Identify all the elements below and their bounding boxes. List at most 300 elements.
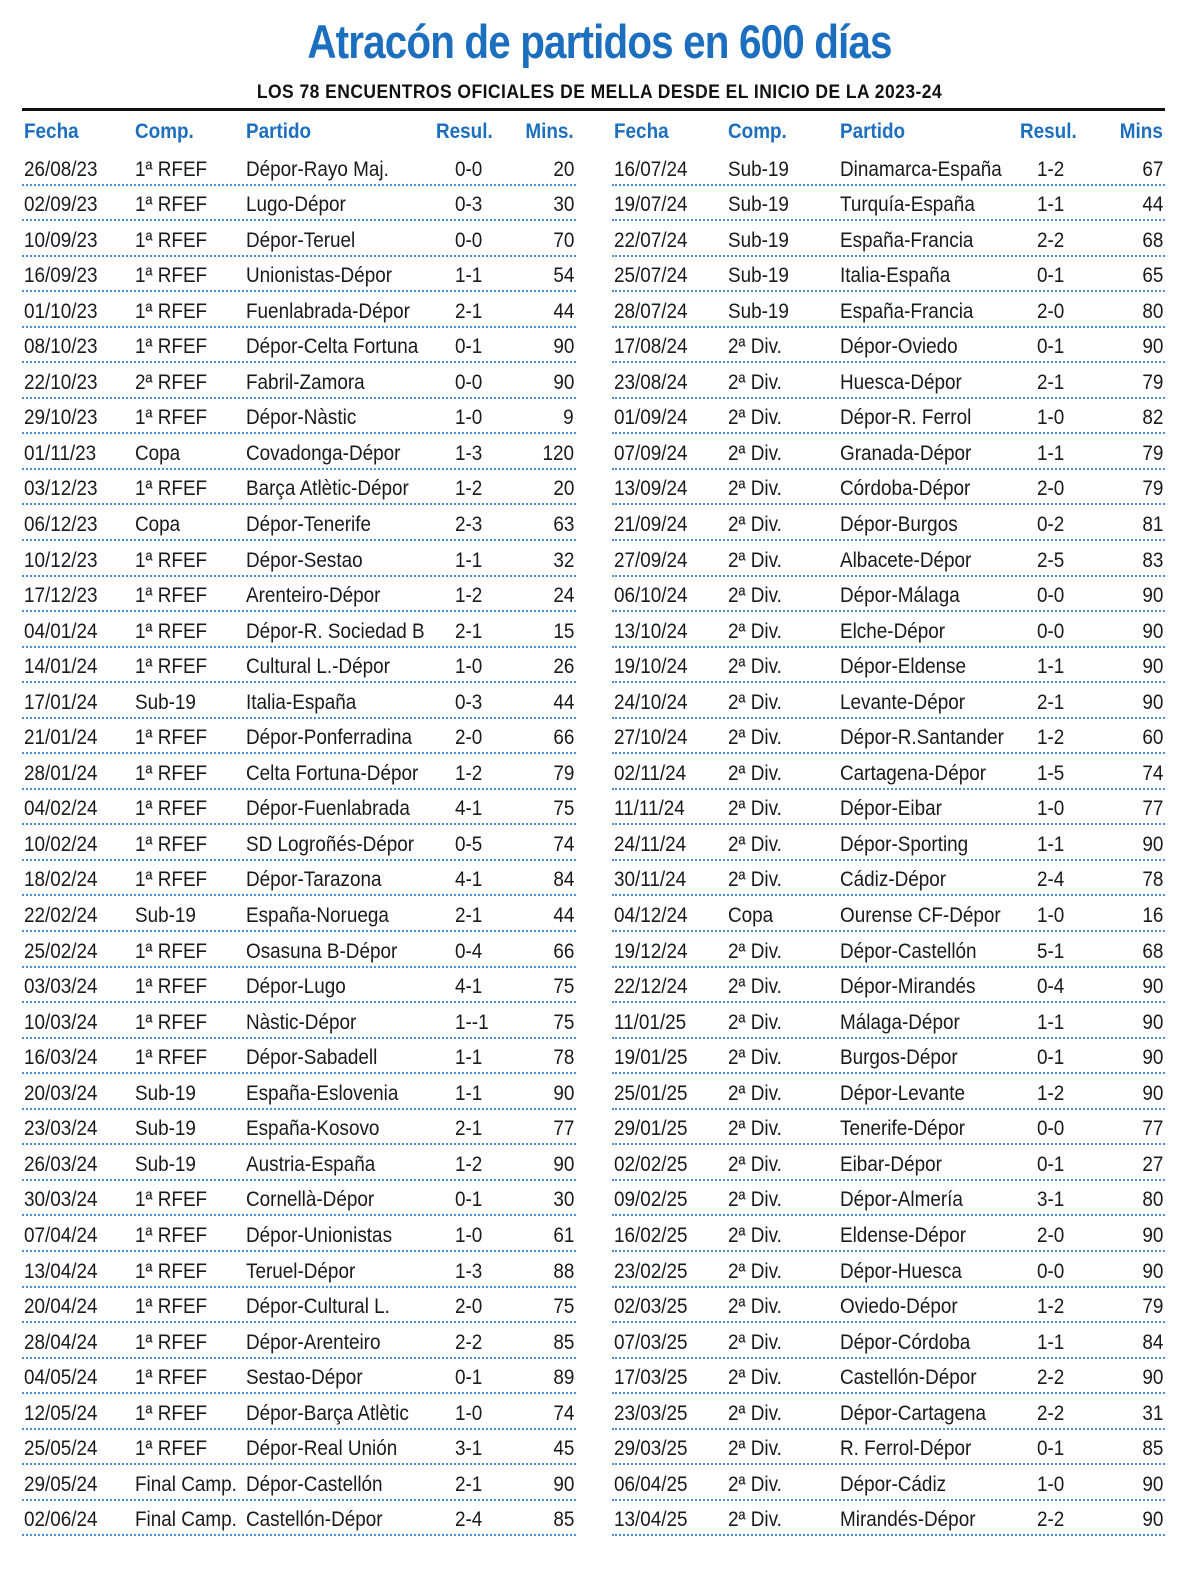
table-row bbox=[22, 470, 576, 506]
cell-resul: 1-2 bbox=[1037, 157, 1065, 181]
cell-fecha: 02/11/24 bbox=[614, 761, 687, 785]
cell-partido: Covadonga-Dépor bbox=[246, 441, 401, 465]
cell-fecha: 04/01/24 bbox=[24, 619, 98, 643]
cell-comp: 2ª Div. bbox=[728, 370, 782, 394]
cell-partido: Dépor-Rayo Maj. bbox=[246, 157, 389, 181]
cell-mins: 68 bbox=[1141, 939, 1163, 963]
cell-partido: Dépor-Lugo bbox=[246, 975, 346, 999]
table-row bbox=[612, 1359, 1165, 1395]
cell-mins: 27 bbox=[1141, 1152, 1163, 1176]
cell-fecha: 09/02/25 bbox=[614, 1188, 688, 1212]
cell-partido: Turquía-España bbox=[840, 193, 975, 217]
cell-mins: 82 bbox=[1141, 406, 1163, 430]
cell-mins: 30 bbox=[552, 193, 574, 217]
cell-fecha: 29/01/25 bbox=[614, 1117, 688, 1141]
cell-resul: 2-0 bbox=[455, 1295, 483, 1319]
cell-fecha: 28/04/24 bbox=[24, 1330, 98, 1354]
cell-partido: Dépor-Arenteiro bbox=[246, 1330, 381, 1354]
cell-resul: 0-5 bbox=[455, 832, 483, 856]
cell-comp: 1ª RFEF bbox=[135, 761, 208, 785]
cell-partido: Arenteiro-Dépor bbox=[246, 584, 381, 608]
cell-mins: 90 bbox=[552, 335, 574, 359]
cell-mins: 79 bbox=[1141, 441, 1163, 465]
cell-comp: 2ª Div. bbox=[728, 335, 782, 359]
cell-partido: Celta Fortuna-Dépor bbox=[246, 761, 419, 785]
cell-fecha: 01/11/23 bbox=[24, 441, 97, 465]
cell-partido: Dépor-Eibar bbox=[840, 797, 942, 821]
cell-partido: Osasuna B-Dépor bbox=[246, 939, 398, 963]
cell-mins: 61 bbox=[552, 1223, 574, 1247]
cell-comp: 1ª RFEF bbox=[135, 228, 208, 252]
cell-fecha: 07/09/24 bbox=[614, 441, 688, 465]
cell-partido: Dépor-R. Ferrol bbox=[840, 406, 972, 430]
cell-fecha: 19/01/25 bbox=[614, 1046, 688, 1070]
cell-comp: 2ª Div. bbox=[728, 1152, 782, 1176]
table-header bbox=[22, 112, 576, 150]
table-row bbox=[612, 1216, 1165, 1252]
table-row bbox=[22, 399, 576, 435]
cell-comp: 2ª Div. bbox=[728, 868, 782, 892]
cell-comp: 2ª Div. bbox=[728, 619, 782, 643]
cell-fecha: 27/10/24 bbox=[614, 726, 688, 750]
cell-comp: 2ª Div. bbox=[728, 513, 782, 537]
matches-table-left bbox=[22, 112, 576, 1536]
cell-partido: Dépor-Real Unión bbox=[246, 1437, 398, 1461]
cell-mins: 75 bbox=[552, 1295, 574, 1319]
cell-resul: 5-1 bbox=[1037, 939, 1065, 963]
cell-resul: 1-1 bbox=[1037, 655, 1065, 679]
cell-mins: 74 bbox=[552, 832, 574, 856]
table-row bbox=[612, 328, 1165, 364]
cell-fecha: 24/10/24 bbox=[614, 690, 688, 714]
table-row bbox=[22, 1074, 576, 1110]
table-body bbox=[612, 150, 1165, 1536]
table-row bbox=[22, 328, 576, 364]
cell-partido: Tenerife-Dépor bbox=[840, 1117, 966, 1141]
cell-comp: 1ª RFEF bbox=[135, 1366, 208, 1390]
cell-comp: Sub-19 bbox=[728, 157, 789, 181]
cell-partido: Levante-Dépor bbox=[840, 690, 966, 714]
cell-comp: 1ª RFEF bbox=[135, 1046, 208, 1070]
cell-resul: 2-1 bbox=[1037, 690, 1065, 714]
cell-comp: 2ª Div. bbox=[728, 1188, 782, 1212]
cell-comp: Copa bbox=[135, 441, 181, 465]
cell-fecha: 26/08/23 bbox=[24, 157, 98, 181]
cell-mins: 88 bbox=[552, 1259, 574, 1283]
cell-mins: 79 bbox=[1141, 370, 1163, 394]
cell-partido: Sestao-Dépor bbox=[246, 1366, 363, 1390]
cell-comp: Copa bbox=[728, 904, 774, 928]
cell-fecha: 12/05/24 bbox=[24, 1401, 98, 1425]
cell-comp: 2ª Div. bbox=[728, 726, 782, 750]
cell-partido: España-Eslovenia bbox=[246, 1081, 399, 1105]
cell-mins: 90 bbox=[1141, 655, 1163, 679]
cell-resul: 2-0 bbox=[1037, 1223, 1065, 1247]
cell-resul: 0-0 bbox=[1037, 1259, 1065, 1283]
cell-fecha: 29/03/25 bbox=[614, 1437, 688, 1461]
table-row bbox=[22, 1288, 576, 1324]
cell-mins: 90 bbox=[552, 1472, 574, 1496]
page-subtitle: LOS 78 ENCUENTROS OFICIALES DE MELLA DESDE EL INICIO DE LA 2023-24 bbox=[256, 82, 943, 103]
cell-partido: Dépor-Sestao bbox=[246, 548, 363, 572]
cell-resul: 0-1 bbox=[1037, 335, 1065, 359]
cell-mins: 65 bbox=[1141, 264, 1163, 288]
header-comp: Comp. bbox=[728, 120, 787, 143]
cell-comp: 2ª Div. bbox=[728, 1437, 782, 1461]
table-row bbox=[612, 399, 1165, 435]
cell-partido: Barça Atlètic-Dépor bbox=[246, 477, 409, 501]
cell-comp: 2ª Div. bbox=[728, 584, 782, 608]
cell-mins: 66 bbox=[552, 939, 574, 963]
table-row bbox=[22, 257, 576, 293]
cell-comp: Sub-19 bbox=[135, 1152, 196, 1176]
cell-partido: Dépor-Córdoba bbox=[840, 1330, 971, 1354]
cell-resul: 0-0 bbox=[1037, 584, 1065, 608]
cell-partido: Fabril-Zamora bbox=[246, 370, 365, 394]
cell-mins: 81 bbox=[1141, 513, 1163, 537]
cell-fecha: 19/12/24 bbox=[614, 939, 688, 963]
table-row bbox=[22, 1110, 576, 1146]
cell-comp: 1ª RFEF bbox=[135, 264, 208, 288]
cell-fecha: 06/10/24 bbox=[614, 584, 688, 608]
cell-partido: España-Kosovo bbox=[246, 1117, 380, 1141]
cell-fecha: 19/07/24 bbox=[614, 193, 688, 217]
cell-mins: 44 bbox=[552, 299, 574, 323]
cell-fecha: 21/09/24 bbox=[614, 513, 688, 537]
cell-fecha: 04/02/24 bbox=[24, 797, 98, 821]
cell-partido: Dépor-Cádiz bbox=[840, 1472, 947, 1496]
cell-resul: 1-0 bbox=[455, 1223, 483, 1247]
cell-fecha: 08/10/23 bbox=[24, 335, 98, 359]
table-row bbox=[612, 968, 1165, 1004]
table-row bbox=[612, 505, 1165, 541]
cell-fecha: 23/02/25 bbox=[614, 1259, 688, 1283]
cell-resul: 2-5 bbox=[1037, 548, 1065, 572]
cell-comp: 1ª RFEF bbox=[135, 939, 208, 963]
cell-fecha: 25/05/24 bbox=[24, 1437, 98, 1461]
cell-resul: 0-2 bbox=[1037, 513, 1065, 537]
cell-mins: 9 bbox=[563, 406, 574, 430]
cell-fecha: 01/10/23 bbox=[24, 299, 98, 323]
cell-partido: Nàstic-Dépor bbox=[246, 1010, 357, 1034]
cell-fecha: 19/10/24 bbox=[614, 655, 688, 679]
cell-mins: 120 bbox=[542, 441, 574, 465]
cell-resul: 1-0 bbox=[455, 406, 483, 430]
cell-resul: 2-1 bbox=[1037, 370, 1065, 394]
cell-resul: 2-2 bbox=[1037, 1508, 1065, 1532]
cell-mins: 84 bbox=[552, 868, 574, 892]
cell-resul: 2-1 bbox=[455, 1472, 483, 1496]
cell-resul: 1-2 bbox=[1037, 726, 1065, 750]
cell-partido: Dépor-Huesca bbox=[840, 1259, 962, 1283]
cell-resul: 2-1 bbox=[455, 1117, 483, 1141]
cell-mins: 44 bbox=[552, 904, 574, 928]
cell-fecha: 03/03/24 bbox=[24, 975, 98, 999]
cell-resul: 0-1 bbox=[1037, 1046, 1065, 1070]
cell-fecha: 02/02/25 bbox=[614, 1152, 688, 1176]
cell-comp: 1ª RFEF bbox=[135, 1401, 208, 1425]
table-row bbox=[612, 683, 1165, 719]
cell-mins: 54 bbox=[552, 264, 574, 288]
cell-comp: 2ª Div. bbox=[728, 797, 782, 821]
cell-resul: 1-2 bbox=[1037, 1081, 1065, 1105]
table-row bbox=[612, 932, 1165, 968]
cell-mins: 90 bbox=[1141, 335, 1163, 359]
cell-mins: 78 bbox=[1141, 868, 1163, 892]
cell-resul: 1-1 bbox=[455, 1081, 483, 1105]
cell-resul: 1-0 bbox=[455, 1401, 483, 1425]
cell-comp: 2ª Div. bbox=[728, 548, 782, 572]
cell-resul: 1-2 bbox=[1037, 1295, 1065, 1319]
cell-fecha: 13/04/24 bbox=[24, 1259, 98, 1283]
cell-resul: 1-1 bbox=[455, 548, 483, 572]
cell-mins: 79 bbox=[1141, 477, 1163, 501]
cell-comp: 1ª RFEF bbox=[135, 1010, 208, 1034]
table-row bbox=[22, 577, 576, 613]
cell-comp: Sub-19 bbox=[728, 264, 789, 288]
cell-fecha: 10/02/24 bbox=[24, 832, 98, 856]
cell-partido: Dépor-Nàstic bbox=[246, 406, 357, 430]
cell-comp: 2ª Div. bbox=[728, 690, 782, 714]
cell-comp: 2ª RFEF bbox=[135, 370, 208, 394]
cell-comp: Final Camp. bbox=[135, 1472, 237, 1496]
cell-fecha: 01/09/24 bbox=[614, 406, 688, 430]
cell-partido: Cultural L.-Dépor bbox=[246, 655, 390, 679]
cell-resul: 1-1 bbox=[455, 1046, 483, 1070]
cell-comp: 1ª RFEF bbox=[135, 335, 208, 359]
cell-comp: 1ª RFEF bbox=[135, 619, 208, 643]
cell-comp: Sub-19 bbox=[135, 1081, 196, 1105]
table-row bbox=[22, 1145, 576, 1181]
cell-fecha: 23/03/24 bbox=[24, 1117, 98, 1141]
cell-mins: 77 bbox=[1141, 1117, 1163, 1141]
cell-mins: 90 bbox=[552, 1152, 574, 1176]
cell-fecha: 30/11/24 bbox=[614, 868, 687, 892]
cell-comp: 2ª Div. bbox=[728, 1472, 782, 1496]
cell-mins: 80 bbox=[1141, 1188, 1163, 1212]
cell-fecha: 04/05/24 bbox=[24, 1366, 98, 1390]
header-partido: Partido bbox=[246, 120, 312, 143]
cell-mins: 74 bbox=[1141, 761, 1163, 785]
cell-partido: Dépor-Barça Atlètic bbox=[246, 1401, 409, 1425]
cell-fecha: 20/04/24 bbox=[24, 1295, 98, 1319]
table-row bbox=[22, 968, 576, 1004]
table-row bbox=[22, 1181, 576, 1217]
table-row bbox=[612, 1181, 1165, 1217]
cell-fecha: 07/04/24 bbox=[24, 1223, 98, 1247]
cell-fecha: 25/02/24 bbox=[24, 939, 98, 963]
cell-resul: 0-3 bbox=[455, 193, 483, 217]
cell-fecha: 17/01/24 bbox=[24, 690, 98, 714]
cell-fecha: 11/11/24 bbox=[614, 797, 685, 821]
cell-fecha: 17/12/23 bbox=[24, 584, 98, 608]
cell-mins: 75 bbox=[552, 797, 574, 821]
cell-resul: 0-0 bbox=[455, 157, 483, 181]
cell-mins: 90 bbox=[1141, 1081, 1163, 1105]
cell-partido: Dépor-Levante bbox=[840, 1081, 966, 1105]
cell-resul: 2-0 bbox=[1037, 477, 1065, 501]
cell-fecha: 04/12/24 bbox=[614, 904, 688, 928]
cell-partido: Dépor-Ponferradina bbox=[246, 726, 412, 750]
cell-mins: 16 bbox=[1141, 904, 1163, 928]
cell-mins: 75 bbox=[552, 975, 574, 999]
cell-mins: 78 bbox=[552, 1046, 574, 1070]
cell-mins: 60 bbox=[1141, 726, 1163, 750]
cell-resul: 1-1 bbox=[1037, 832, 1065, 856]
table-row bbox=[22, 541, 576, 577]
cell-partido: SD Logroñés-Dépor bbox=[246, 832, 415, 856]
table-row bbox=[612, 1394, 1165, 1430]
cell-fecha: 14/01/24 bbox=[24, 655, 98, 679]
table-row bbox=[22, 1252, 576, 1288]
cell-fecha: 06/04/25 bbox=[614, 1472, 688, 1496]
cell-resul: 0-3 bbox=[455, 690, 483, 714]
cell-mins: 84 bbox=[1141, 1330, 1163, 1354]
table-row bbox=[22, 861, 576, 897]
cell-fecha: 03/12/23 bbox=[24, 477, 98, 501]
cell-mins: 90 bbox=[552, 1081, 574, 1105]
cell-partido: Elche-Dépor bbox=[840, 619, 946, 643]
cell-mins: 44 bbox=[1141, 193, 1163, 217]
cell-mins: 31 bbox=[1141, 1401, 1163, 1425]
cell-resul: 0-1 bbox=[1037, 264, 1065, 288]
cell-fecha: 07/03/25 bbox=[614, 1330, 688, 1354]
cell-partido: Dépor-Cartagena bbox=[840, 1401, 987, 1425]
cell-partido: Lugo-Dépor bbox=[246, 193, 346, 217]
cell-fecha: 22/07/24 bbox=[614, 228, 688, 252]
cell-mins: 75 bbox=[552, 1010, 574, 1034]
cell-comp: 1ª RFEF bbox=[135, 584, 208, 608]
cell-resul: 0-1 bbox=[1037, 1152, 1065, 1176]
cell-resul: 2-1 bbox=[455, 904, 483, 928]
cell-fecha: 17/08/24 bbox=[614, 335, 688, 359]
cell-fecha: 30/03/24 bbox=[24, 1188, 98, 1212]
cell-resul: 1-3 bbox=[455, 1259, 483, 1283]
cell-comp: 2ª Div. bbox=[728, 1081, 782, 1105]
cell-fecha: 22/10/23 bbox=[24, 370, 98, 394]
cell-resul: 0-1 bbox=[455, 1366, 483, 1390]
table-row bbox=[22, 363, 576, 399]
table-row bbox=[612, 790, 1165, 826]
cell-fecha: 26/03/24 bbox=[24, 1152, 98, 1176]
table-row bbox=[612, 1501, 1165, 1537]
cell-resul: 0-1 bbox=[455, 335, 483, 359]
cell-resul: 1-0 bbox=[1037, 1472, 1065, 1496]
table-row bbox=[22, 1003, 576, 1039]
cell-partido: Cornellà-Dépor bbox=[246, 1188, 375, 1212]
cell-partido: Italia-España bbox=[840, 264, 951, 288]
cell-resul: 1-0 bbox=[1037, 904, 1065, 928]
header-fecha: Fecha bbox=[614, 120, 669, 143]
header-comp: Comp. bbox=[135, 120, 194, 143]
table-row bbox=[612, 612, 1165, 648]
cell-mins: 90 bbox=[1141, 832, 1163, 856]
table-row bbox=[22, 719, 576, 755]
cell-comp: 1ª RFEF bbox=[135, 157, 208, 181]
cell-mins: 90 bbox=[552, 370, 574, 394]
cell-partido: Eibar-Dépor bbox=[840, 1152, 942, 1176]
cell-partido: Unionistas-Dépor bbox=[246, 264, 393, 288]
cell-mins: 83 bbox=[1141, 548, 1163, 572]
table-row bbox=[612, 257, 1165, 293]
cell-partido: Dépor-Sabadell bbox=[246, 1046, 378, 1070]
cell-resul: 1-2 bbox=[455, 761, 483, 785]
cell-comp: Sub-19 bbox=[135, 1117, 196, 1141]
table-row bbox=[22, 150, 576, 186]
cell-mins: 20 bbox=[552, 157, 574, 181]
cell-resul: 2-2 bbox=[1037, 228, 1065, 252]
cell-fecha: 21/01/24 bbox=[24, 726, 98, 750]
table-row bbox=[612, 292, 1165, 328]
cell-fecha: 13/09/24 bbox=[614, 477, 688, 501]
cell-partido: Mirandés-Dépor bbox=[840, 1508, 976, 1532]
header-resul: Resul. bbox=[1020, 120, 1077, 143]
cell-fecha: 17/03/25 bbox=[614, 1366, 688, 1390]
cell-mins: 20 bbox=[552, 477, 574, 501]
cell-partido: Dépor-Castellón bbox=[246, 1472, 383, 1496]
cell-partido: Dépor-R. Sociedad B bbox=[246, 619, 425, 643]
cell-partido: Dépor-Fuenlabrada bbox=[246, 797, 410, 821]
cell-resul: 1-0 bbox=[1037, 406, 1065, 430]
cell-partido: España-Francia bbox=[840, 228, 974, 252]
table-row bbox=[612, 363, 1165, 399]
cell-resul: 0-0 bbox=[1037, 619, 1065, 643]
cell-partido: Cádiz-Dépor bbox=[840, 868, 947, 892]
table-row bbox=[22, 790, 576, 826]
cell-comp: 2ª Div. bbox=[728, 477, 782, 501]
table-header bbox=[612, 112, 1165, 150]
cell-fecha: 25/01/25 bbox=[614, 1081, 688, 1105]
cell-resul: 1-0 bbox=[1037, 797, 1065, 821]
table-row bbox=[22, 612, 576, 648]
table-row bbox=[22, 896, 576, 932]
table-row bbox=[612, 186, 1165, 222]
table-row bbox=[612, 1074, 1165, 1110]
cell-fecha: 16/02/25 bbox=[614, 1223, 688, 1247]
cell-resul: 0-0 bbox=[1037, 1117, 1065, 1141]
cell-mins: 90 bbox=[1141, 1259, 1163, 1283]
cell-comp: 1ª RFEF bbox=[135, 1259, 208, 1283]
cell-resul: 1--1 bbox=[455, 1010, 489, 1034]
cell-resul: 1-3 bbox=[455, 441, 483, 465]
cell-fecha: 06/12/23 bbox=[24, 513, 98, 537]
cell-resul: 0-4 bbox=[1037, 975, 1065, 999]
cell-resul: 0-4 bbox=[455, 939, 483, 963]
cell-partido: Dépor-Tenerife bbox=[246, 513, 372, 537]
cell-mins: 90 bbox=[1141, 1010, 1163, 1034]
cell-partido: Austria-España bbox=[246, 1152, 376, 1176]
matches-table-right bbox=[612, 112, 1165, 1536]
cell-resul: 2-2 bbox=[1037, 1366, 1065, 1390]
header-partido: Partido bbox=[840, 120, 906, 143]
cell-fecha: 20/03/24 bbox=[24, 1081, 98, 1105]
cell-comp: 2ª Div. bbox=[728, 1366, 782, 1390]
table-row bbox=[612, 150, 1165, 186]
cell-partido: Dépor-Unionistas bbox=[246, 1223, 393, 1247]
cell-fecha: 02/06/24 bbox=[24, 1508, 98, 1532]
cell-comp: 1ª RFEF bbox=[135, 193, 208, 217]
cell-comp: Copa bbox=[135, 513, 181, 537]
cell-partido: Dépor-Burgos bbox=[840, 513, 958, 537]
cell-comp: 2ª Div. bbox=[728, 1295, 782, 1319]
cell-mins: 32 bbox=[552, 548, 574, 572]
cell-partido: Dépor-Eldense bbox=[840, 655, 967, 679]
cell-fecha: 22/02/24 bbox=[24, 904, 98, 928]
cell-comp: 2ª Div. bbox=[728, 761, 782, 785]
cell-resul: 2-4 bbox=[455, 1508, 483, 1532]
cell-comp: 2ª Div. bbox=[728, 939, 782, 963]
cell-resul: 1-2 bbox=[455, 584, 483, 608]
